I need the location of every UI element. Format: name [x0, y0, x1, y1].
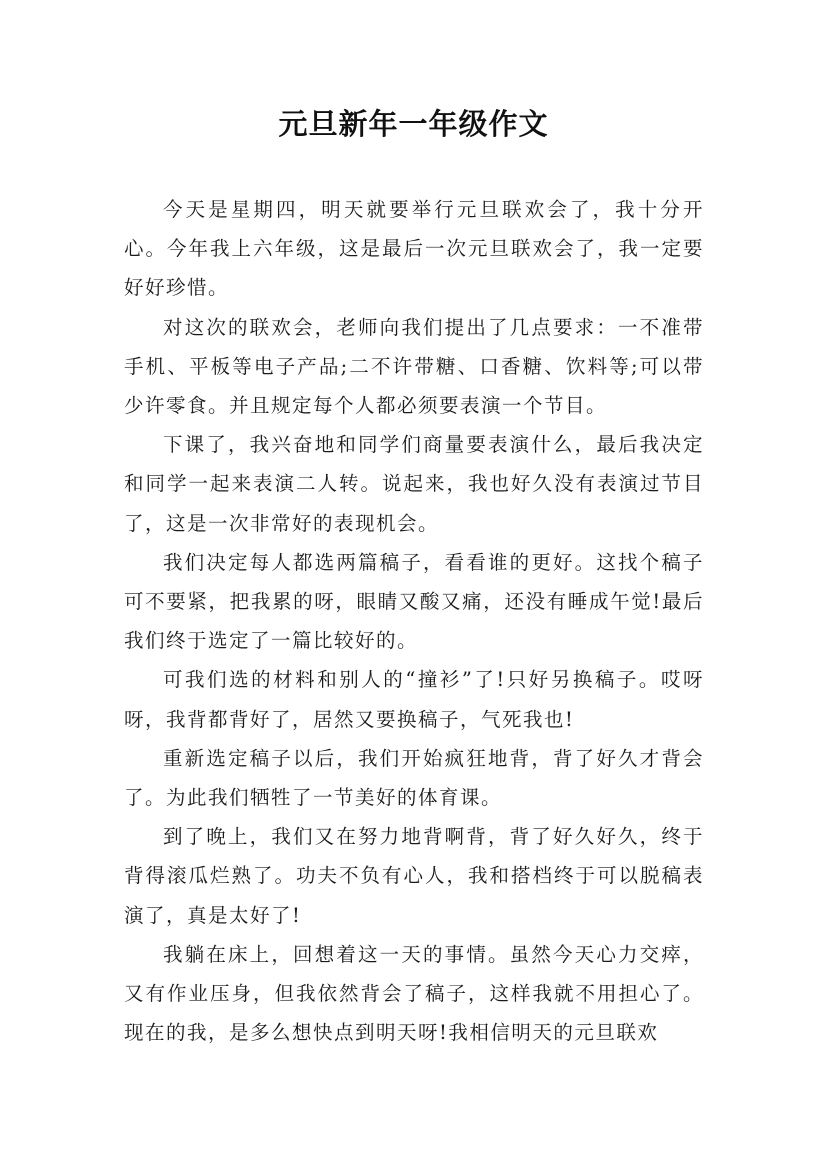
paragraph: 今天是星期四，明天就要举行元旦联欢会了，我十分开心。今年我上六年级，这是最后一次元旦联欢会了，我一定要好好珍惜。	[124, 198, 704, 300]
paragraph: 我躺在床上，回想着这一天的事情。虽然今天心力交瘁，又有作业压身，但我依然背会了稿子，这样我就不用担心了。现在的我，是多么想快点到明天呀!我相信明天的元旦联欢	[124, 942, 704, 1045]
paragraph: 到了晚上，我们又在努力地背啊背，背了好久好久，终于背得滚瓜烂熟了。功夫不负有心人，我和搭档终于可以脱稿表演了，真是太好了!	[124, 825, 704, 927]
document-title: 元旦新年一年级作文	[278, 107, 549, 141]
document-body	[124, 190, 704, 1052]
paragraph: 重新选定稿子以后，我们开始疯狂地背，背了好久才背会了。为此我们牺牲了一节美好的体育课。	[124, 746, 704, 810]
paragraph: 可我们选的材料和别人的“撞衫”了!只好另换稿子。哎呀呀，我背都背好了，居然又要换稿子，气死我也!	[124, 668, 704, 731]
paragraph: 我们决定每人都选两篇稿子，看看谁的更好。这找个稿子可不要紧，把我累的呀，眼睛又酸又痛，还没有睡成午觉!最后我们终于选定了一篇比较好的。	[124, 550, 704, 653]
paragraph: 对这次的联欢会，老师向我们提出了几点要求：一不准带手机、平板等电子产品;二不许带糖、口香糖、饮料等;可以带少许零食。并且规定每个人都必须要表演一个节目。	[124, 315, 704, 418]
paragraph: 下课了，我兴奋地和同学们商量要表演什么，最后我决定和同学一起来表演二人转。说起来，我也好久没有表演过节目了，这是一次非常好的表现机会。	[124, 433, 704, 535]
